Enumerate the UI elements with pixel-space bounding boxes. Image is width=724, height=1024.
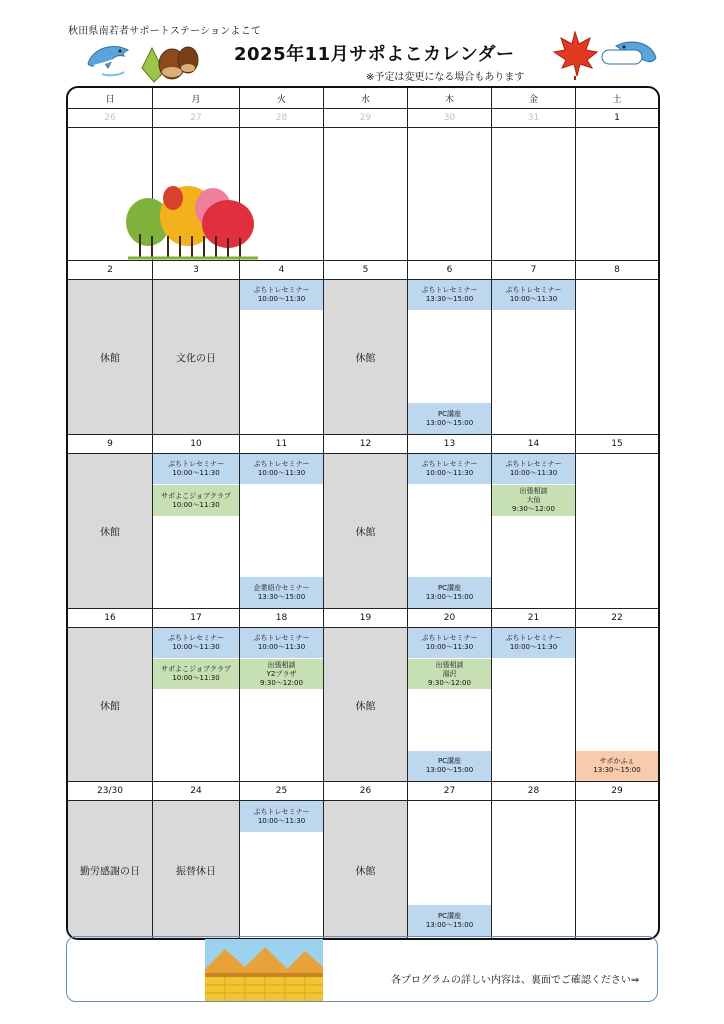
date-number: 28 — [275, 113, 288, 123]
date-number: 6 — [446, 265, 453, 275]
date-number: 29 — [359, 113, 372, 123]
date-number: 5 — [362, 265, 369, 275]
event-seminar[interactable]: ぷちトレセミナー 10:00～11:30 — [492, 280, 575, 310]
event-seminar[interactable]: ぷちトレセミナー 10:00～11:30 — [240, 801, 323, 832]
event-seminar[interactable]: ぷちトレセミナー 10:00～11:30 — [492, 454, 575, 484]
organization-name: 秋田県南若者サポートステーションよこて — [68, 26, 262, 37]
date-number: 26 — [359, 786, 372, 796]
event-seminar[interactable]: ぷちトレセミナー 13:30～15:00 — [408, 280, 491, 310]
maple-leaf-icon — [552, 30, 598, 80]
closed-day: 休館 — [324, 280, 407, 434]
footer-banner — [66, 936, 658, 1002]
event-seminar[interactable]: ぷちトレセミナー 10:00～11:30 — [492, 628, 575, 658]
date-number: 30 — [443, 113, 456, 123]
event-seminar[interactable]: ぷちトレセミナー 10:00～11:30 — [240, 628, 323, 658]
weekday-sat: 土 — [612, 94, 622, 105]
date-number: 23/30 — [97, 786, 123, 796]
date-number: 8 — [614, 265, 620, 275]
date-number: 26 — [104, 113, 116, 123]
date-number: 1 — [614, 113, 620, 123]
date-number: 18 — [275, 613, 288, 623]
date-number: 4 — [278, 265, 285, 275]
closed-day: 休館 — [68, 280, 152, 434]
event-pc-course[interactable]: PC講座 13:00～15:00 — [408, 751, 491, 781]
date-number: 7 — [530, 265, 537, 275]
weekday-mon: 月 — [191, 94, 201, 105]
date-number: 20 — [443, 613, 456, 623]
event-pc-course[interactable]: PC講座 13:00～15:00 — [408, 905, 491, 936]
closed-day: 休館 — [324, 628, 407, 781]
event-pc-course[interactable]: PC講座 13:00～15:00 — [408, 577, 491, 608]
date-number: 27 — [190, 113, 202, 123]
event-job-club[interactable]: サポよこジョブクラブ 10:00～11:30 — [153, 485, 239, 516]
date-number: 16 — [104, 613, 116, 623]
dolphin-icon — [84, 38, 134, 82]
event-pc-course[interactable]: PC講座 13:00～15:00 — [408, 403, 491, 434]
date-number: 29 — [611, 786, 623, 796]
autumn-shrubs-illustration — [118, 178, 278, 260]
date-number: 24 — [190, 786, 202, 796]
event-seminar[interactable]: ぷちトレセミナー 10:00～11:30 — [153, 454, 239, 484]
date-number: 31 — [527, 113, 540, 123]
weekday-fri: 金 — [528, 94, 538, 105]
event-seminar[interactable]: ぷちトレセミナー 10:00～11:30 — [240, 454, 323, 484]
date-number: 10 — [190, 439, 202, 449]
mountain-landscape-illustration — [205, 939, 323, 1001]
weekday-thu: 木 — [444, 94, 454, 105]
event-seminar[interactable]: ぷちトレセミナー 10:00～11:30 — [153, 628, 239, 658]
event-job-club[interactable]: サポよこジョブクラブ 10:00～11:30 — [153, 659, 239, 689]
weekday-sun: 日 — [105, 94, 115, 105]
date-number: 22 — [611, 613, 623, 623]
closed-day: 休館 — [324, 801, 407, 938]
event-seminar[interactable]: ぷちトレセミナー 10:00～11:30 — [408, 628, 491, 658]
holiday-cell: 勤労感謝の日 — [68, 801, 152, 938]
calendar-grid — [66, 86, 660, 940]
closed-day: 休館 — [68, 628, 152, 781]
chestnut-icon — [138, 38, 200, 84]
holiday-cell: 文化の日 — [153, 280, 239, 434]
event-seminar[interactable]: ぷちトレセミナー 10:00～11:30 — [240, 280, 323, 310]
date-number: 2 — [107, 265, 113, 275]
closed-day: 休館 — [324, 454, 407, 608]
footer-note: 各プログラムの詳しい内容は、裏面でご確認ください⇒ — [391, 975, 640, 986]
event-seminar[interactable]: ぷちトレセミナー 10:00～11:30 — [408, 454, 491, 484]
event-sapo-cafe[interactable]: サポかふぇ 13:30～15:00 — [576, 751, 658, 781]
date-number: 17 — [190, 613, 202, 623]
closed-day: 休館 — [68, 454, 152, 608]
event-company-seminar[interactable]: 企業紹介セミナー 13:30～15:00 — [240, 577, 323, 608]
weekday-wed: 水 — [360, 94, 370, 105]
date-number: 19 — [359, 613, 372, 623]
date-number: 15 — [611, 439, 623, 449]
event-outreach-consultation[interactable]: 出張相談 湯沢 9:30～12:00 — [408, 659, 491, 689]
weekday-tue: 火 — [276, 94, 286, 105]
date-number: 12 — [359, 439, 372, 449]
event-outreach-consultation[interactable]: 出張相談 Y2プラザ 9:30～12:00 — [240, 659, 323, 689]
date-number: 3 — [193, 265, 199, 275]
date-number: 9 — [107, 439, 113, 449]
date-number: 14 — [527, 439, 540, 449]
dolphin-icon — [600, 34, 660, 82]
event-outreach-consultation[interactable]: 出張相談 大仙 9:30～12:00 — [492, 485, 575, 516]
schedule-change-note: ※予定は変更になる場合もあります — [366, 72, 525, 83]
date-number: 25 — [275, 786, 288, 796]
date-number: 13 — [443, 439, 456, 449]
date-number: 11 — [275, 439, 288, 449]
date-number: 28 — [527, 786, 540, 796]
date-number: 21 — [527, 613, 540, 623]
holiday-cell: 振替休日 — [153, 801, 239, 938]
page-title: 2025年11月サポよこカレンダー — [234, 44, 515, 65]
date-number: 27 — [443, 786, 456, 796]
